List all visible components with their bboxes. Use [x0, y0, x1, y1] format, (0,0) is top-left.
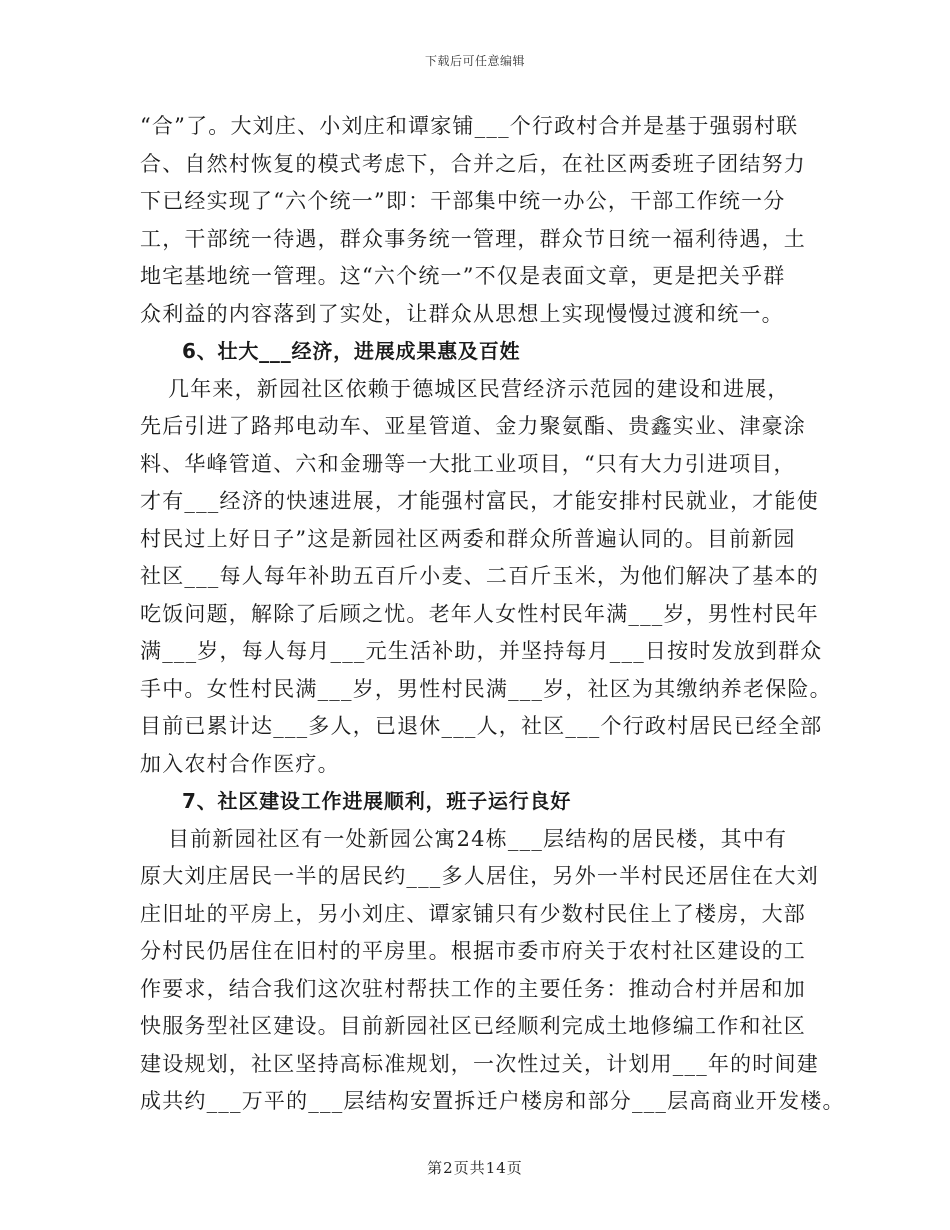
text-line: 才有___经济的快速进展，才能强村富民，才能安排村民就业，才能使 [140, 489, 819, 513]
section-heading: 7、社区建设工作进展顺利，班子运行良好 [182, 789, 572, 813]
page-header: 下载后可任意编辑 [424, 54, 525, 68]
text-line: 地宅基地统一管理。这“六个统一”不仅是表面文章，更是把关乎群 [140, 264, 786, 288]
text-line: 手中。女性村民满___岁，男性村民满___岁，社区为其缴纳养老保险。 [140, 676, 832, 701]
text-line: 料、华峰管道、六和金珊等一大批工业项目，“只有大力引进项目， [140, 451, 796, 476]
section-heading: 6、壮大___经济，进展成果惠及百姓 [182, 339, 521, 363]
text-line: 建设规划，社区坚持高标准规划，一次性过关，计划用___年的时间建 [140, 1051, 819, 1076]
text-line: 分村民仍居住在旧村的平房里。根据市委市府关于农村社区建设的工 [140, 939, 806, 963]
text-line: 几年来，新园社区依赖于德城区民营经济示范园的建设和进展， [168, 376, 790, 401]
text-line: 快服务型社区建设。目前新园社区已经顺利完成土地修编工作和社区 [140, 1014, 806, 1038]
text-line: 合、自然村恢复的模式考虑下，合并之后，在社区两委班子团结努力 [140, 151, 806, 176]
text-line: “合”了。大刘庄、小刘庄和谭家铺___个行政村合并是基于强弱村联 [140, 114, 799, 138]
text-line: 庄旧址的平房上，另小刘庄、谭家铺只有少数村民住上了楼房，大部 [140, 901, 806, 926]
page-number: 第2页共14页 [427, 1159, 523, 1177]
text-line: 成共约___万平的___层结构安置拆迁户楼房和部分___层高商业开发楼。 [140, 1089, 845, 1113]
text-line: 目前新园社区有一处新园公寓24栋___层结构的居民楼，其中有 [168, 826, 788, 851]
text-line: 社区___每人每年补助五百斤小麦、二百斤玉米，为他们解决了基本的 [140, 564, 819, 588]
text-line: 众利益的内容落到了实处，让群众从思想上实现慢慢过渡和统一。 [140, 301, 784, 326]
text-line: 村民过上好日子”这是新园社区两委和群众所普遍认同的。目前新园 [140, 526, 796, 551]
text-line: 先后引进了路邦电动车、亚星管道、金力聚氨酯、贵鑫实业、津豪涂 [140, 414, 806, 438]
text-line: 工，干部统一待遇，群众事务统一管理，群众节日统一福利待遇，土 [140, 226, 806, 251]
text-line: 原大刘庄居民一半的居民约___多人居住，另外一半村民还居住在大刘 [140, 864, 819, 888]
document-body [140, 108, 845, 1121]
text-line: 下已经实现了“六个统一”即：干部集中统一办公，干部工作统一分 [140, 189, 786, 213]
text-line: 作要求，结合我们这次驻村帮扶工作的主要任务：推动合村并居和加 [140, 976, 806, 1001]
text-line: 加入农村合作医疗。 [140, 751, 340, 776]
text-line: 目前已累计达___多人，已退休___人，社区___个行政村居民已经全部 [140, 714, 823, 738]
text-line: 满___岁，每人每月___元生活补助，并坚持每月___日按时发放到群众 [140, 639, 823, 663]
text-line: 吃饭问题，解除了后顾之忧。老年人女性村民年满___岁，男性村民年 [140, 601, 819, 626]
